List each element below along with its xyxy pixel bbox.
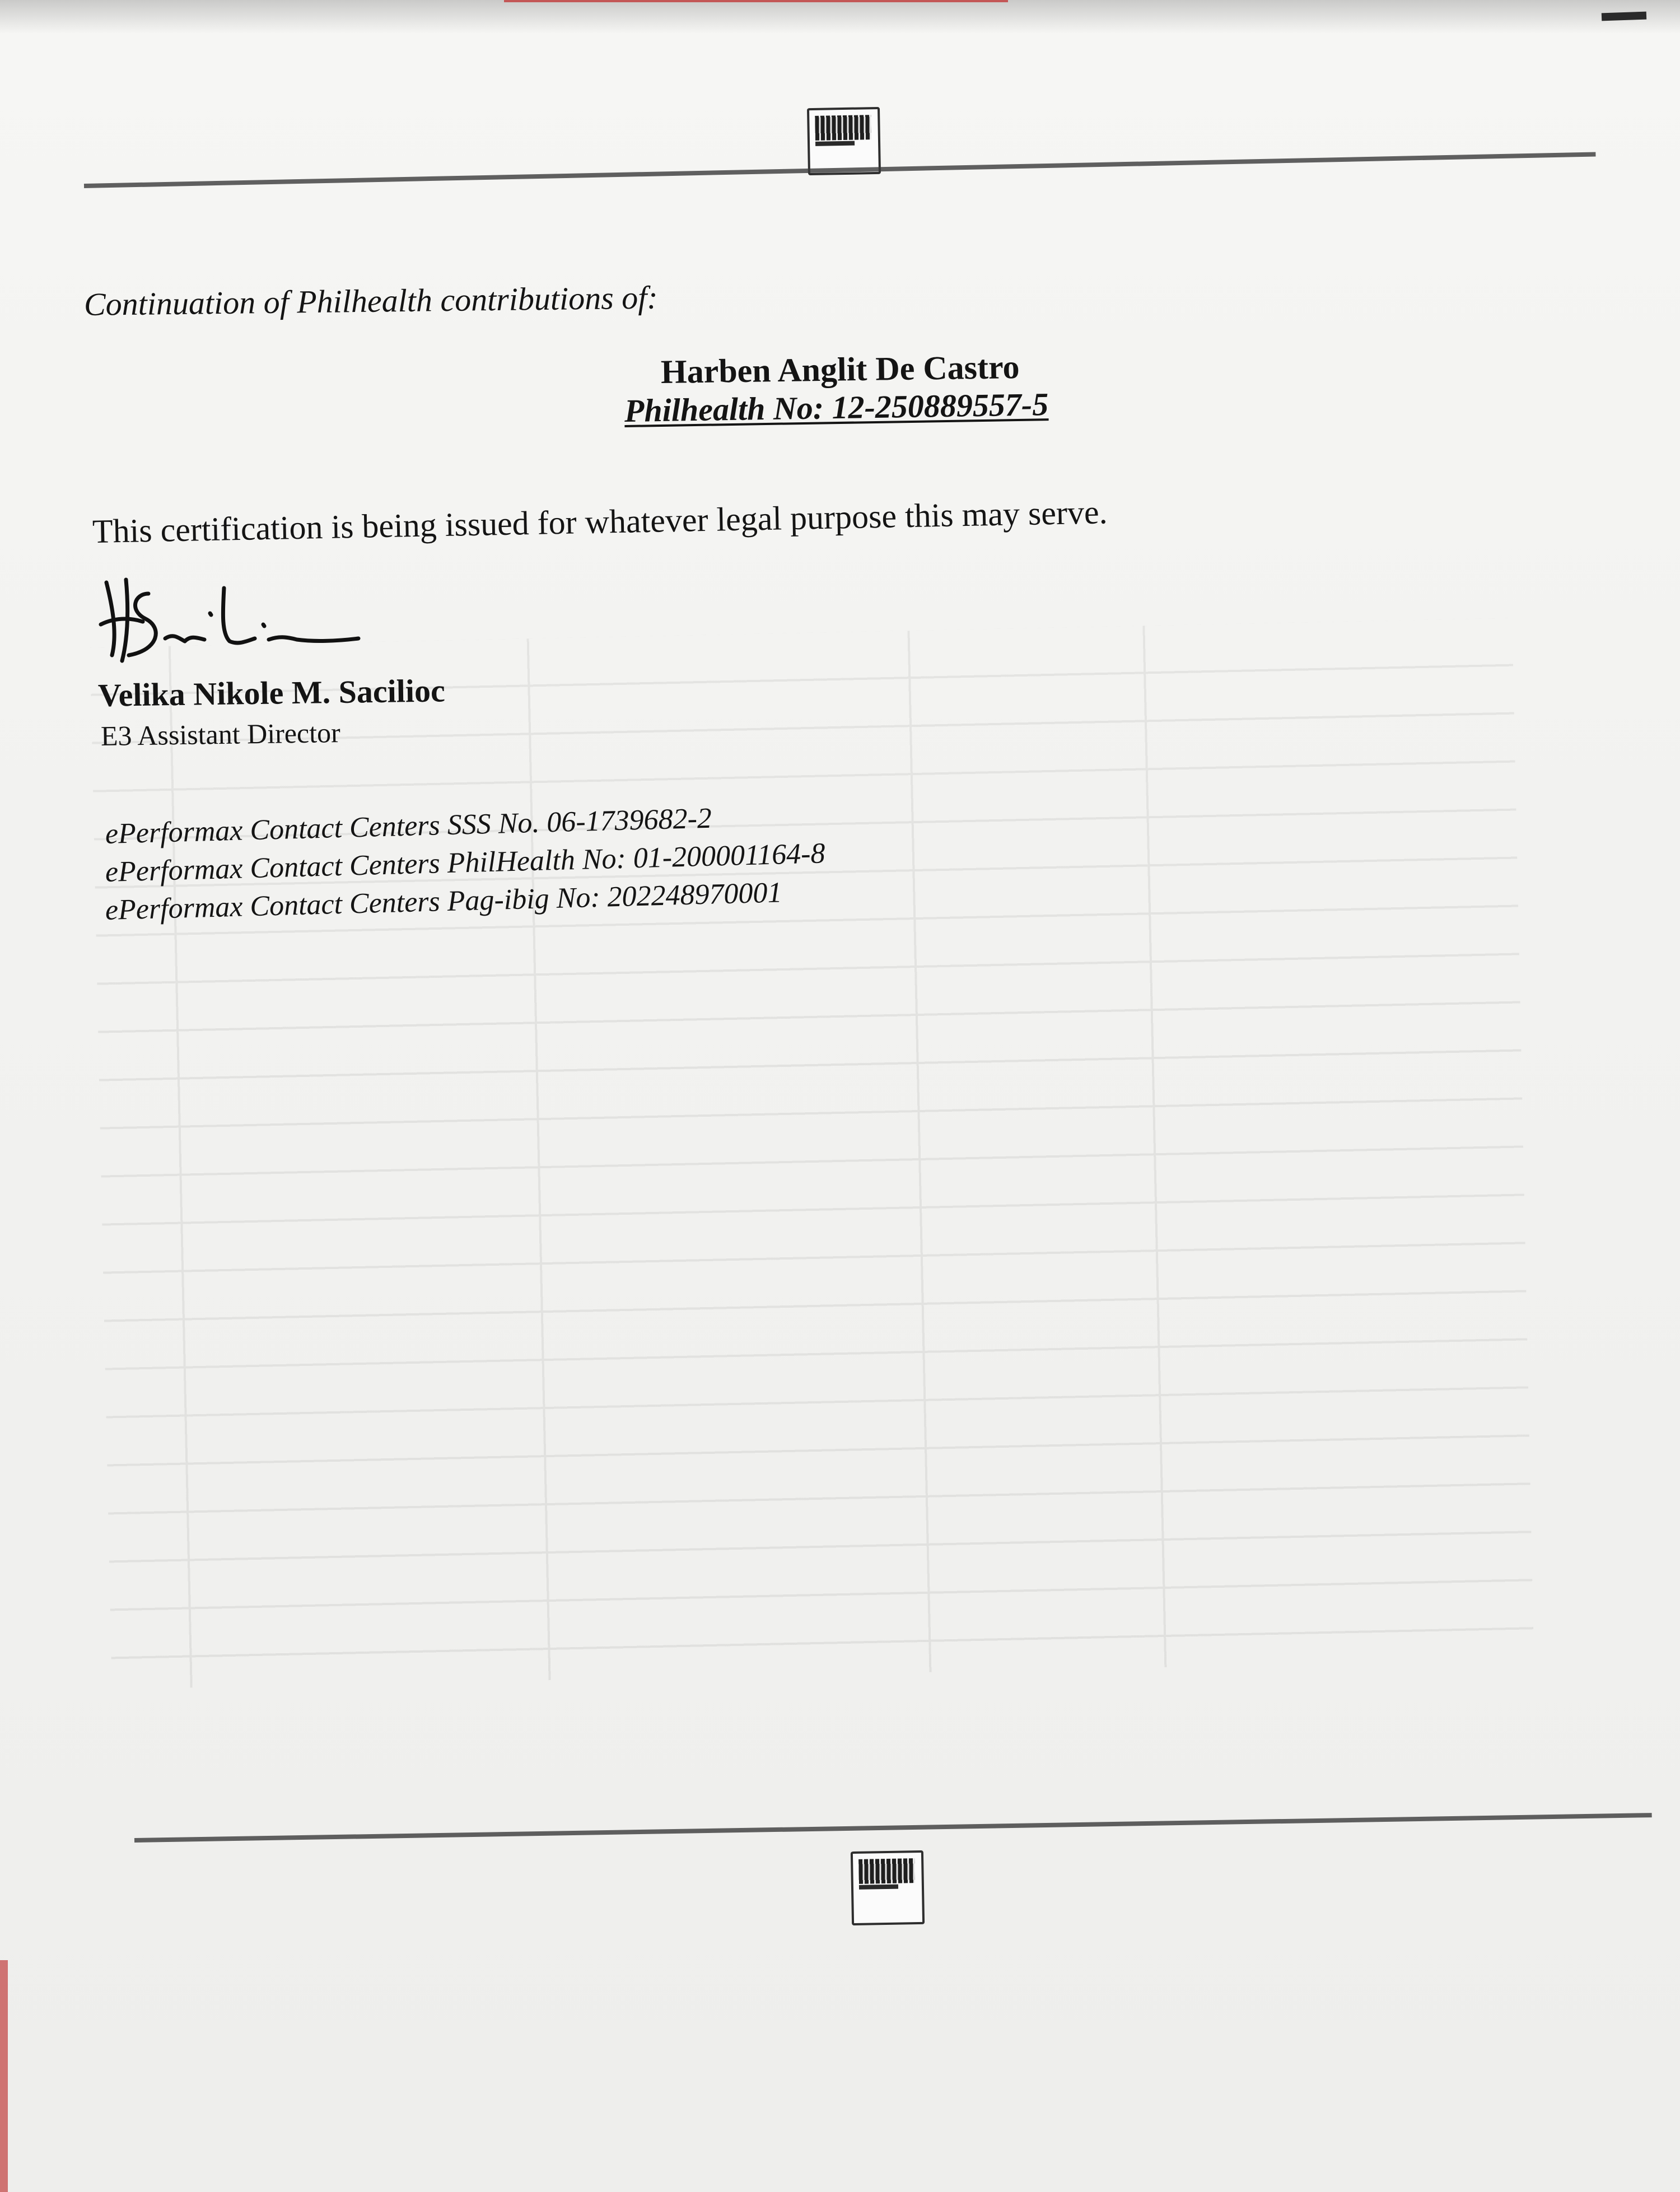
signatory-title: E3 Assistant Director — [100, 717, 341, 752]
continuation-label: Continuation of Philhealth contributions of: — [83, 279, 658, 323]
purpose-statement: This certification is being issued for whatever legal purpose this may serve. — [92, 493, 1108, 550]
employer-pagibig-number: ePerformax Contact Centers Pag-ibig No: 202248970001 — [105, 876, 783, 926]
employer-philhealth-number: ePerformax Contact Centers PhilHealth No: 01-200001164-8 — [105, 837, 826, 888]
bleed-through-table — [90, 618, 1534, 1690]
employer-sss-number: ePerformax Contact Centers SSS No. 06-1739682-2 — [105, 802, 712, 850]
scan-shadow — [0, 0, 1680, 34]
qr-code-icon — [807, 107, 881, 175]
red-edge-top — [504, 0, 1008, 2]
signatory-name: Velika Nikole M. Sacilioc — [97, 672, 446, 713]
member-name: Harben Anglit De Castro — [660, 348, 1020, 390]
red-edge-left — [0, 1960, 8, 2192]
member-philhealth-number: Philhealth No: 12-250889557-5 — [624, 386, 1049, 429]
footer-divider — [134, 1813, 1652, 1843]
corner-mark — [1602, 12, 1646, 21]
qr-code-icon — [851, 1850, 925, 1925]
signature — [95, 571, 364, 672]
